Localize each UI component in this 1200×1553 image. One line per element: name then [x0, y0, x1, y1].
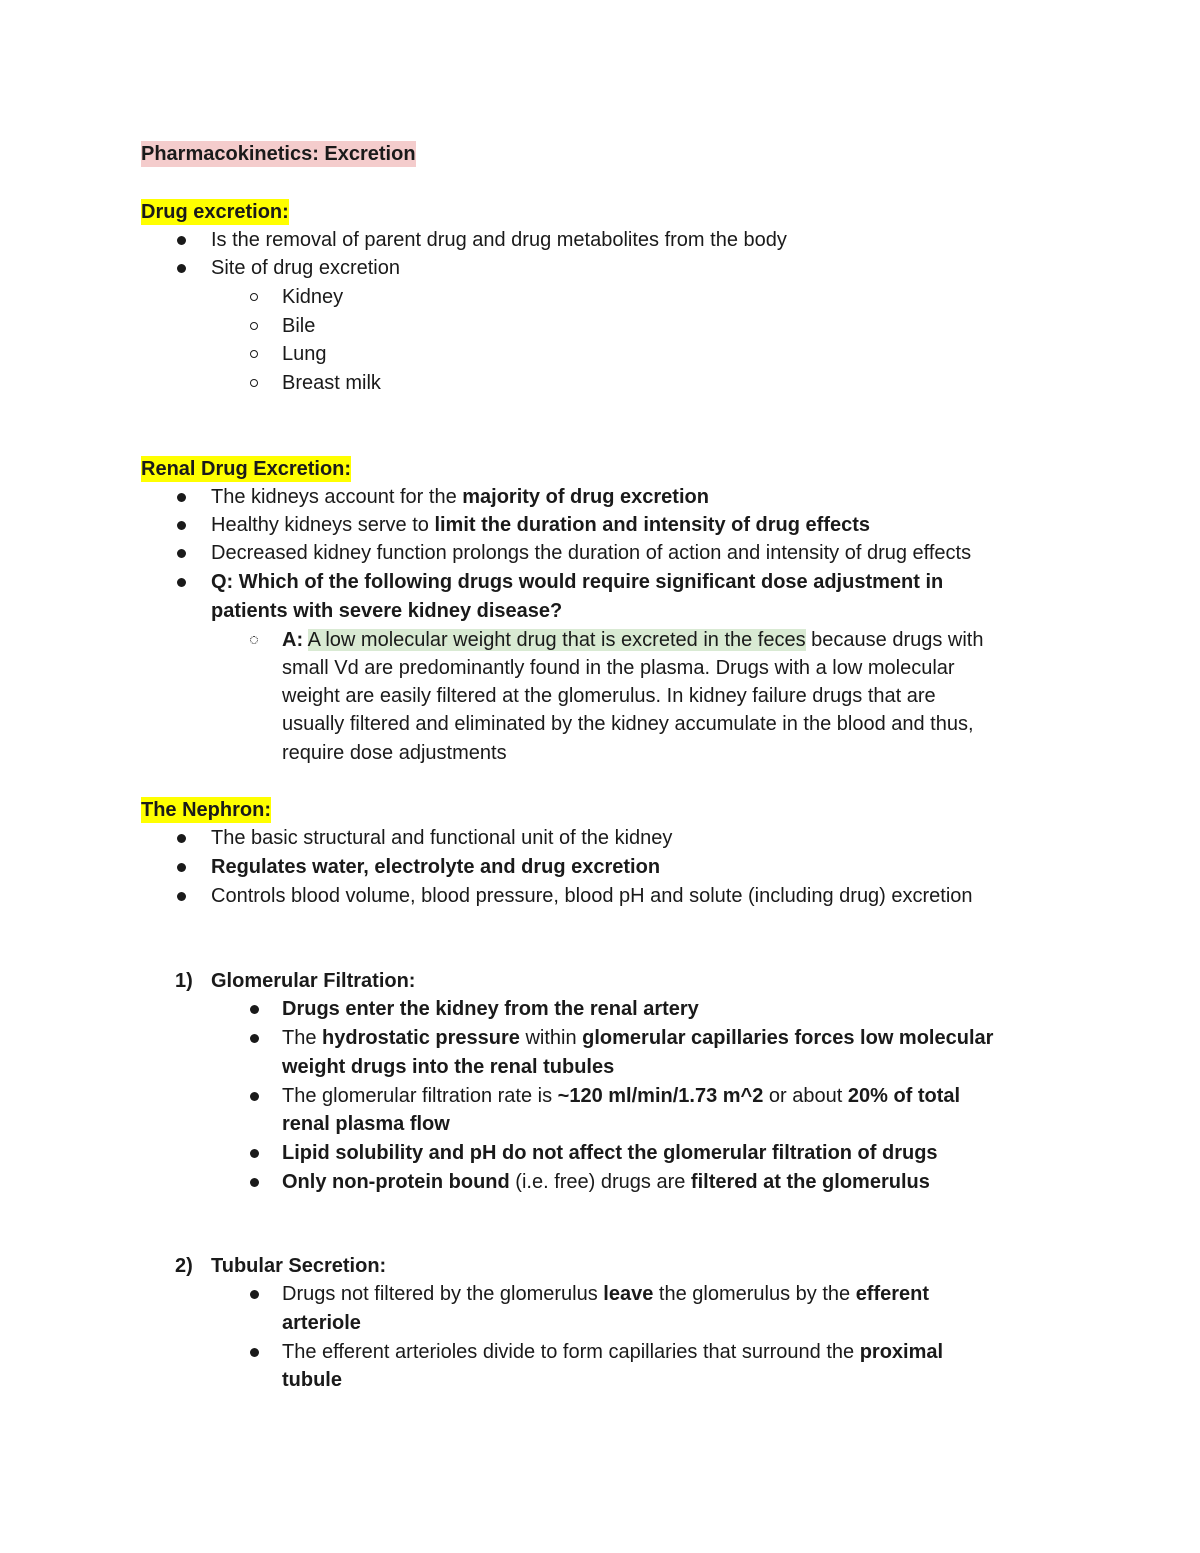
bullet-disc-icon [177, 863, 186, 872]
bullet-disc-icon [250, 1092, 259, 1101]
bullet-circle-icon [250, 322, 258, 330]
text-run: within [519, 1027, 583, 1049]
list-item: Breast milk [282, 372, 381, 394]
bullet-disc-icon [177, 578, 186, 587]
bold-text-run: proximal [859, 1341, 944, 1363]
bullet-circle-icon [250, 379, 258, 387]
text-run: The [282, 1027, 323, 1049]
answer-line-4: usually filtered and eliminated by the kidney accumulate in the blood and thus, [282, 713, 974, 735]
list-item-continuation: weight drugs into the renal tubules [282, 1056, 615, 1078]
list-item [282, 1025, 993, 1051]
list-item: Regulates water, electrolyte and drug excretion [211, 856, 661, 878]
section-number: 1) [175, 970, 193, 992]
list-item: Kidney [282, 286, 344, 308]
bold-text-run: 20% of total [847, 1085, 961, 1107]
bold-text-run: ~120 ml/min/1.73 m^2 [557, 1085, 764, 1107]
list-item: Controls blood volume, blood pressure, blood pH and solute (including drug) excretion [211, 885, 973, 907]
drug-excretion-heading: Drug excretion: [141, 201, 289, 223]
bullet-disc-icon [177, 834, 186, 843]
list-item: Lipid solubility and pH do not affect the glomerular filtration of drugs [282, 1142, 938, 1164]
bullet-disc-icon [250, 1290, 259, 1299]
bullet-disc-icon [177, 264, 186, 273]
nephron-heading: The Nephron: [141, 799, 271, 821]
list-item [282, 1169, 930, 1195]
answer-line-3: weight are easily filtered at the glomerulus. In kidney failure drugs that are [282, 685, 936, 707]
list-item: Decreased kidney function prolongs the duration of action and intensity of drug effects [211, 542, 972, 564]
text-run: (i.e. free) drugs are [509, 1171, 691, 1193]
bold-text-run: Only non-protein bound [282, 1171, 510, 1193]
answer-line-2: small Vd are predominantly found in the plasma. Drugs with a low molecular [282, 657, 955, 679]
glomerular-heading: Glomerular Filtration: [211, 970, 416, 992]
answer-label: A: [282, 629, 304, 651]
list-item-continuation: tubule [282, 1369, 342, 1391]
tubular-heading: Tubular Secretion: [211, 1255, 387, 1277]
bullet-disc-icon [177, 892, 186, 901]
text-run: The efferent arterioles divide to form capillaries that surround the [282, 1341, 860, 1363]
bold-text-run: leave [603, 1283, 654, 1305]
list-item [282, 1281, 929, 1307]
list-item: Drugs enter the kidney from the renal artery [282, 998, 699, 1020]
question-line-2: patients with severe kidney disease? [211, 600, 563, 622]
text-run: The glomerular filtration rate is [282, 1085, 558, 1107]
bullet-circle-icon [250, 350, 258, 358]
bullet-circle-icon [250, 293, 258, 301]
bullet-disc-icon [177, 549, 186, 558]
list-item: The basic structural and functional unit of the kidney [211, 827, 673, 849]
bold-text-run: efferent [855, 1283, 930, 1305]
bold-text-run: glomerular capillaries forces low molecular [582, 1027, 994, 1049]
bold-text-run: filtered at the glomerulus [690, 1171, 930, 1193]
text-run: because drugs with [805, 629, 984, 651]
highlighted-text: A low molecular weight drug that is excreted in the feces [307, 629, 806, 651]
bold-text-run: limit the duration and intensity of drug effects [434, 514, 871, 536]
bullet-disc-icon [177, 521, 186, 530]
list-item [282, 1339, 943, 1365]
section-number: 2) [175, 1255, 193, 1277]
list-item [211, 484, 709, 510]
list-item: Is the removal of parent drug and drug metabolites from the body [211, 229, 787, 251]
text-run: Healthy kidneys serve to [211, 514, 435, 536]
bullet-disc-icon [250, 1034, 259, 1043]
document-title: Pharmacokinetics: Excretion [141, 143, 416, 165]
text-run: the glomerulus by the [653, 1283, 856, 1305]
bold-text-run: hydrostatic pressure [322, 1027, 520, 1049]
text-run: Drugs not filtered by the glomerulus [282, 1283, 604, 1305]
text-run: The kidneys account for the [211, 486, 463, 508]
question-line-1: Q: Which of the following drugs would require significant dose adjustment in [211, 571, 944, 593]
bullet-disc-icon [250, 1005, 259, 1014]
bullet-disc-icon [177, 236, 186, 245]
bullet-disc-icon [250, 1348, 259, 1357]
list-item: Lung [282, 343, 327, 365]
list-item-continuation: renal plasma flow [282, 1113, 450, 1135]
list-item: Bile [282, 315, 316, 337]
bold-text-run: majority of drug excretion [462, 486, 709, 508]
text-run: or about [763, 1085, 848, 1107]
list-item [282, 1083, 960, 1109]
list-item: Site of drug excretion [211, 257, 400, 279]
list-item [211, 512, 870, 538]
bullet-dotted-circle-icon [250, 636, 258, 644]
bullet-disc-icon [250, 1149, 259, 1158]
bullet-disc-icon [177, 493, 186, 502]
bullet-disc-icon [250, 1178, 259, 1187]
answer-line-1 [282, 627, 984, 653]
answer-line-5: require dose adjustments [282, 742, 507, 764]
list-item-continuation: arteriole [282, 1312, 361, 1334]
renal-excretion-heading: Renal Drug Excretion: [141, 458, 352, 480]
